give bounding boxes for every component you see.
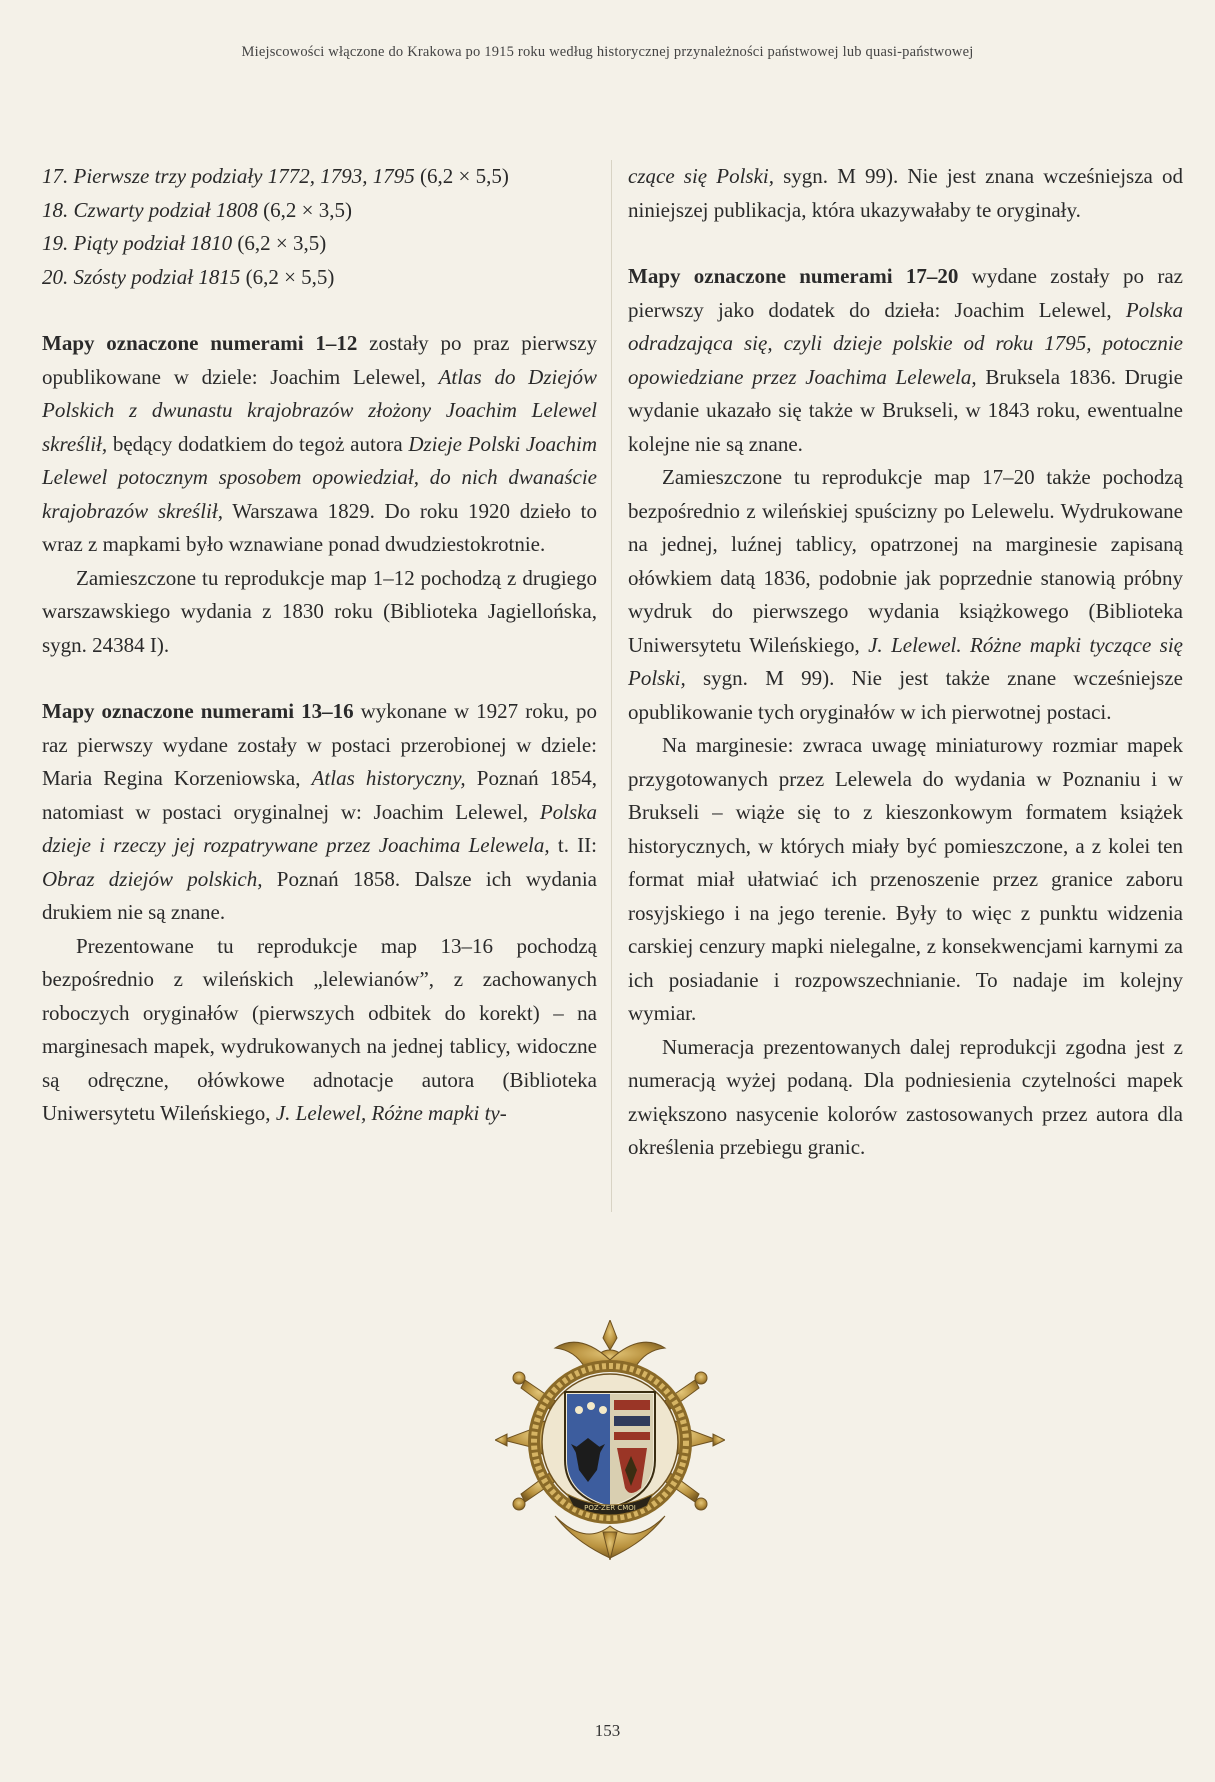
paragraph-text: zostały po praz pierwszy opublikowane w dziele: Joachim Lelewel, [42,331,597,389]
coat-of-arms-icon [495,1320,725,1560]
paragraph-text: t. II: [549,833,597,857]
paragraph-text: Poznań 1854, natomiast w postaci oryginalnej w: Joachim Lelewel, [42,766,597,824]
book-title: Polska dzieje i rzeczy jej rozpatrywane przez Joachima Lelewela, [42,799,597,857]
book-title: Atlas historyczny, [311,766,466,790]
paragraph-maps-13-16 [42,695,597,930]
right-column [628,160,1183,1165]
paragraph-text: sygn. M 99). Nie jest znana wcześniejsza od niniejszej publikacja, która ukazywałaby te oryginały. [628,164,1183,222]
paragraph-text: Warszawa 1829. Do roku 1920 dzieło to wraz z mapkami było wznawiane ponad dwudziestokrotnie. [42,498,597,556]
paragraph-margin-note: Na marginesie: zwraca uwagę miniaturowy rozmiar mapek przygotowanych przez Lelewela do wydania w Poznaniu i w Brukseli – wiąże się to z kieszonkowym formatem książek historycznych, w których miały być pomieszczone, a z kolei ten format miał ułatwiać ich przenoszenie przez granice zaboru rosyjskiego i na jego terenie. Były to więc z punktu widzenia carskiej cenzury mapki nielegalne, z konsekwencjami karnymi za ich posiadanie i rozpowszechnianie. To nadaje im kolejny wymiar. [628,733,1183,1025]
paragraph-lead: Mapy oznaczone numerami 13–16 [42,699,354,723]
list-item-title: Czwarty podział 1808 [73,197,258,222]
paragraph-reproductions-1-12: Zamieszczone tu reprodukcje map 1–12 pochodzą z drugiego warszawskiego wydania z 1830 roku (Biblioteka Jagiellońska, sygn. 24384 I). [42,565,597,657]
book-title: J. Lelewel. Różne mapki tyczące się Polski, [628,632,1183,690]
list-item [42,227,597,261]
list-item [42,160,597,194]
paragraph-numbering: Numeracja prezentowanych dalej reprodukcji zgodna jest z numeracją wyżej podaną. Dla podniesienia czytelności mapek zwiększono nasycenie kolorów zastosowanych przez autora dla określenia przebiegu granic. [628,1034,1183,1159]
map-list [42,160,597,294]
list-item-size: (6,2 × 5,5) [245,264,335,289]
paragraph-reproductions-13-16 [42,930,597,1131]
book-title: Dzieje Polski Joachim Lelewel potocznym sposobem opowiedział, do nich dwanaście krajobrazów skreślił, [42,431,598,523]
paragraph-reproductions-17-20 [628,461,1183,729]
list-item-title: Szósty podział 1815 [73,264,241,289]
heraldic-emblem [495,1320,725,1560]
list-item-number: 18. [42,197,69,222]
paragraph-text: Poznań 1858. Dalsze ich wydania drukiem nie są znane. [42,866,597,924]
column-divider [611,160,612,1212]
list-item-number: 17. [42,164,69,188]
paragraph-lead: Mapy oznaczone numerami 17–20 [628,264,959,288]
list-item-size: (6,2 × 3,5) [237,231,327,255]
list-item-number: 19. [42,231,69,255]
book-title: Atlas do Dziejów Polskich z dwunastu krajobrazów złożony Joachim Lelewel skreślił, [42,364,597,456]
paragraph-maps-17-20 [628,260,1183,461]
motto-text: POZ-ZER CMOI [584,1504,636,1512]
book-title: Obraz dziejów polskich, [42,866,263,891]
list-item-size: (6,2 × 3,5) [263,197,352,222]
paragraph-text: wydane zostały po raz pierwszy jako dodatek do dzieła: Joachim Lelewel, [628,264,1183,322]
running-header: Miejscowości włączone do Krakowa po 1915 roku według historycznej przynależności państwowej lub quasi-państwowej [241,44,974,60]
book-title: Polska odradzająca się, czyli dzieje polskie od roku 1795, potocznie opowiedziane przez Joachima Lelewela, [628,297,1183,389]
list-item-title: Pierwsze trzy podziały 1772, 1793, 1795 [73,164,415,188]
list-item [42,194,597,228]
paragraph-text: Zamieszczone tu reprodukcje map 17–20 także pochodzą bezpośrednio z wileńskiej spuścizny po Lelewelu. Wydrukowane na jednej, luźnej tablicy, opatrzonej na marginesie zapisaną ołówkiem datą 1836, podobnie jak poprzednie stanowią próbny wydruk do pierwszego wydania książkowego (Biblioteka Uniwersytetu Wileńskiego, [628,465,1183,657]
paragraph-text: będący dodatkiem do tegoż autora [107,431,409,456]
book-title: J. Lelewel, Różne mapki ty- [275,1101,507,1125]
list-item-size: (6,2 × 5,5) [420,164,509,188]
paragraph-text: sygn. M 99). Nie jest także znane wcześniejsze opublikowanie tych oryginałów w ich pierwotnej postaci. [628,666,1183,724]
page-number: 153 [594,1721,621,1740]
left-column [42,160,597,1131]
list-item-number: 20. [42,264,69,289]
book-title: czące się Polski, [628,164,774,188]
paragraph-text: Prezentowane tu reprodukcje map 13–16 pochodzą bezpośrednio z wileńskich „lelewianów”, z zachowanych roboczych oryginałów (pierwszych odbitek do korekt) – na marginesach mapek, wydrukowanych na jednej tablicy, widoczne są odręczne, ołówkowe adnotacje autora (Biblioteka Uniwersytetu Wileńskiego, [42,933,597,1125]
paragraph-text: Bruksela 1836. Drugie wydanie ukazało się także w Brukseli, w 1843 roku, ewentualne kolejne nie są znane. [628,364,1183,456]
paragraph-maps-1-12 [42,327,597,562]
paragraph-lead: Mapy oznaczone numerami 1–12 [42,331,358,355]
list-item-title: Piąty podział 1810 [73,231,233,255]
paragraph-continuation [628,160,1183,227]
paragraph-text: wykonane w 1927 roku, po raz pierwszy wydane zostały w postaci przerobionej w dziele: Maria Regina Korzeniowska, [42,699,598,790]
list-item [42,261,597,295]
